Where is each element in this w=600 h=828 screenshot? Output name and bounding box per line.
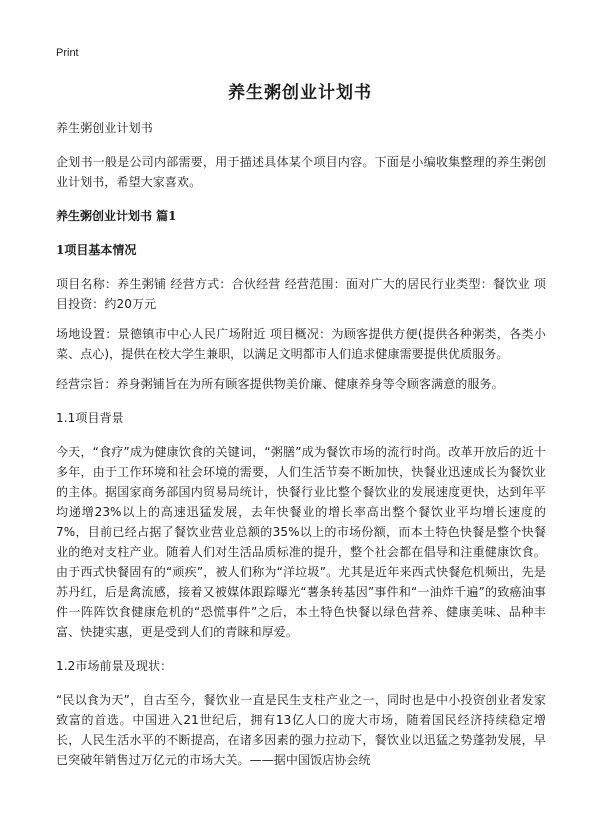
document-title: 养生粥创业计划书 — [228, 83, 372, 103]
background-paragraph: 今天，“食疗”成为健康饮食的关键词，“粥膳”成为餐饮市场的流行时尚。改革开放后的近十多年，由于工作环境和社会环境的需要，人们生活节奏不断加快，快餐业迅速成长为餐饮业的主体。据国家商务部国内贸易局统计，快餐行业比整个餐饮业的发展速度更快，达到年平均递增23%以上的高速迅猛发展，去年快餐业的增长率高出整个餐饮业平均增长速度的7%，目前已经占据了餐饮业营业总额的35%以上的市场份额，而本土特色快餐是整个快餐业的绝对支柱产业。随着人们对生活品质标准的提升，整个社会都在倡导和注重健康饮食。由于西式快餐固有的“顽疾”，被人们称为“洋垃圾”。尤其是近年来西式快餐危机频出，先是苏丹红，后是禽流感，接着又被媒体跟踪曝光“薯条转基因”事件和“一油炸千遍”的致癌油事件一阵阵饮食健康危机的“恐慌事件”之后，本土特色快餐以绿色营养、健康美味、品种丰富、快捷实惠，更是受到人们的青睐和厚爱。 — [56, 445, 546, 639]
part1-heading: 1项目基本情况 — [56, 243, 137, 257]
section-heading: 养生粥创业计划书 篇1 — [56, 209, 177, 223]
market-paragraph: “民以食为天”，自古至今，餐饮业一直是民生支柱产业之一，同时也是中小投资创业者发家致富的首选。中国进入21世纪后，拥有13亿人口的庞大市场，随着国民经济持续稳定增长，人民生活水平的不断提高，在诸多因素的强力拉动下，餐饮业以迅猛之势蓬勃发展，早已突破年销售过万亿元的市场大关。——据中国饭店协会统 — [56, 693, 546, 767]
project-info-paragraph: 项目名称：养生粥铺 经营方式：合伙经营 经营范围：面对广大的居民行业类型：餐饮业 项目投资：约20万元 — [56, 277, 546, 311]
print-link[interactable]: Print — [56, 47, 79, 59]
document-subtitle: 养生粥创业计划书 — [56, 121, 153, 135]
site-info-paragraph: 场地设置：景德镇市中心人民广场附近 项目概况：为顾客提供方便(提供各种粥类，各类小菜、点心)，提供在校大学生兼职，以满足文明都市人们追求健康需要提供优质服务。 — [56, 327, 546, 361]
document-body — [56, 118, 546, 770]
purpose-paragraph: 经营宗旨：养身粥铺旨在为所有顾客提供物美价廉、健康养身等令顾客满意的服务。 — [56, 377, 504, 391]
intro-paragraph: 企划书一般是公司内部需要，用于描述具体某个项目内容。下面是小编收集整理的养生粥创业计划书，希望大家喜欢。 — [56, 155, 546, 189]
background-heading: 1.1项目背景 — [56, 411, 124, 425]
market-heading: 1.2市场前景及现状： — [56, 659, 173, 673]
